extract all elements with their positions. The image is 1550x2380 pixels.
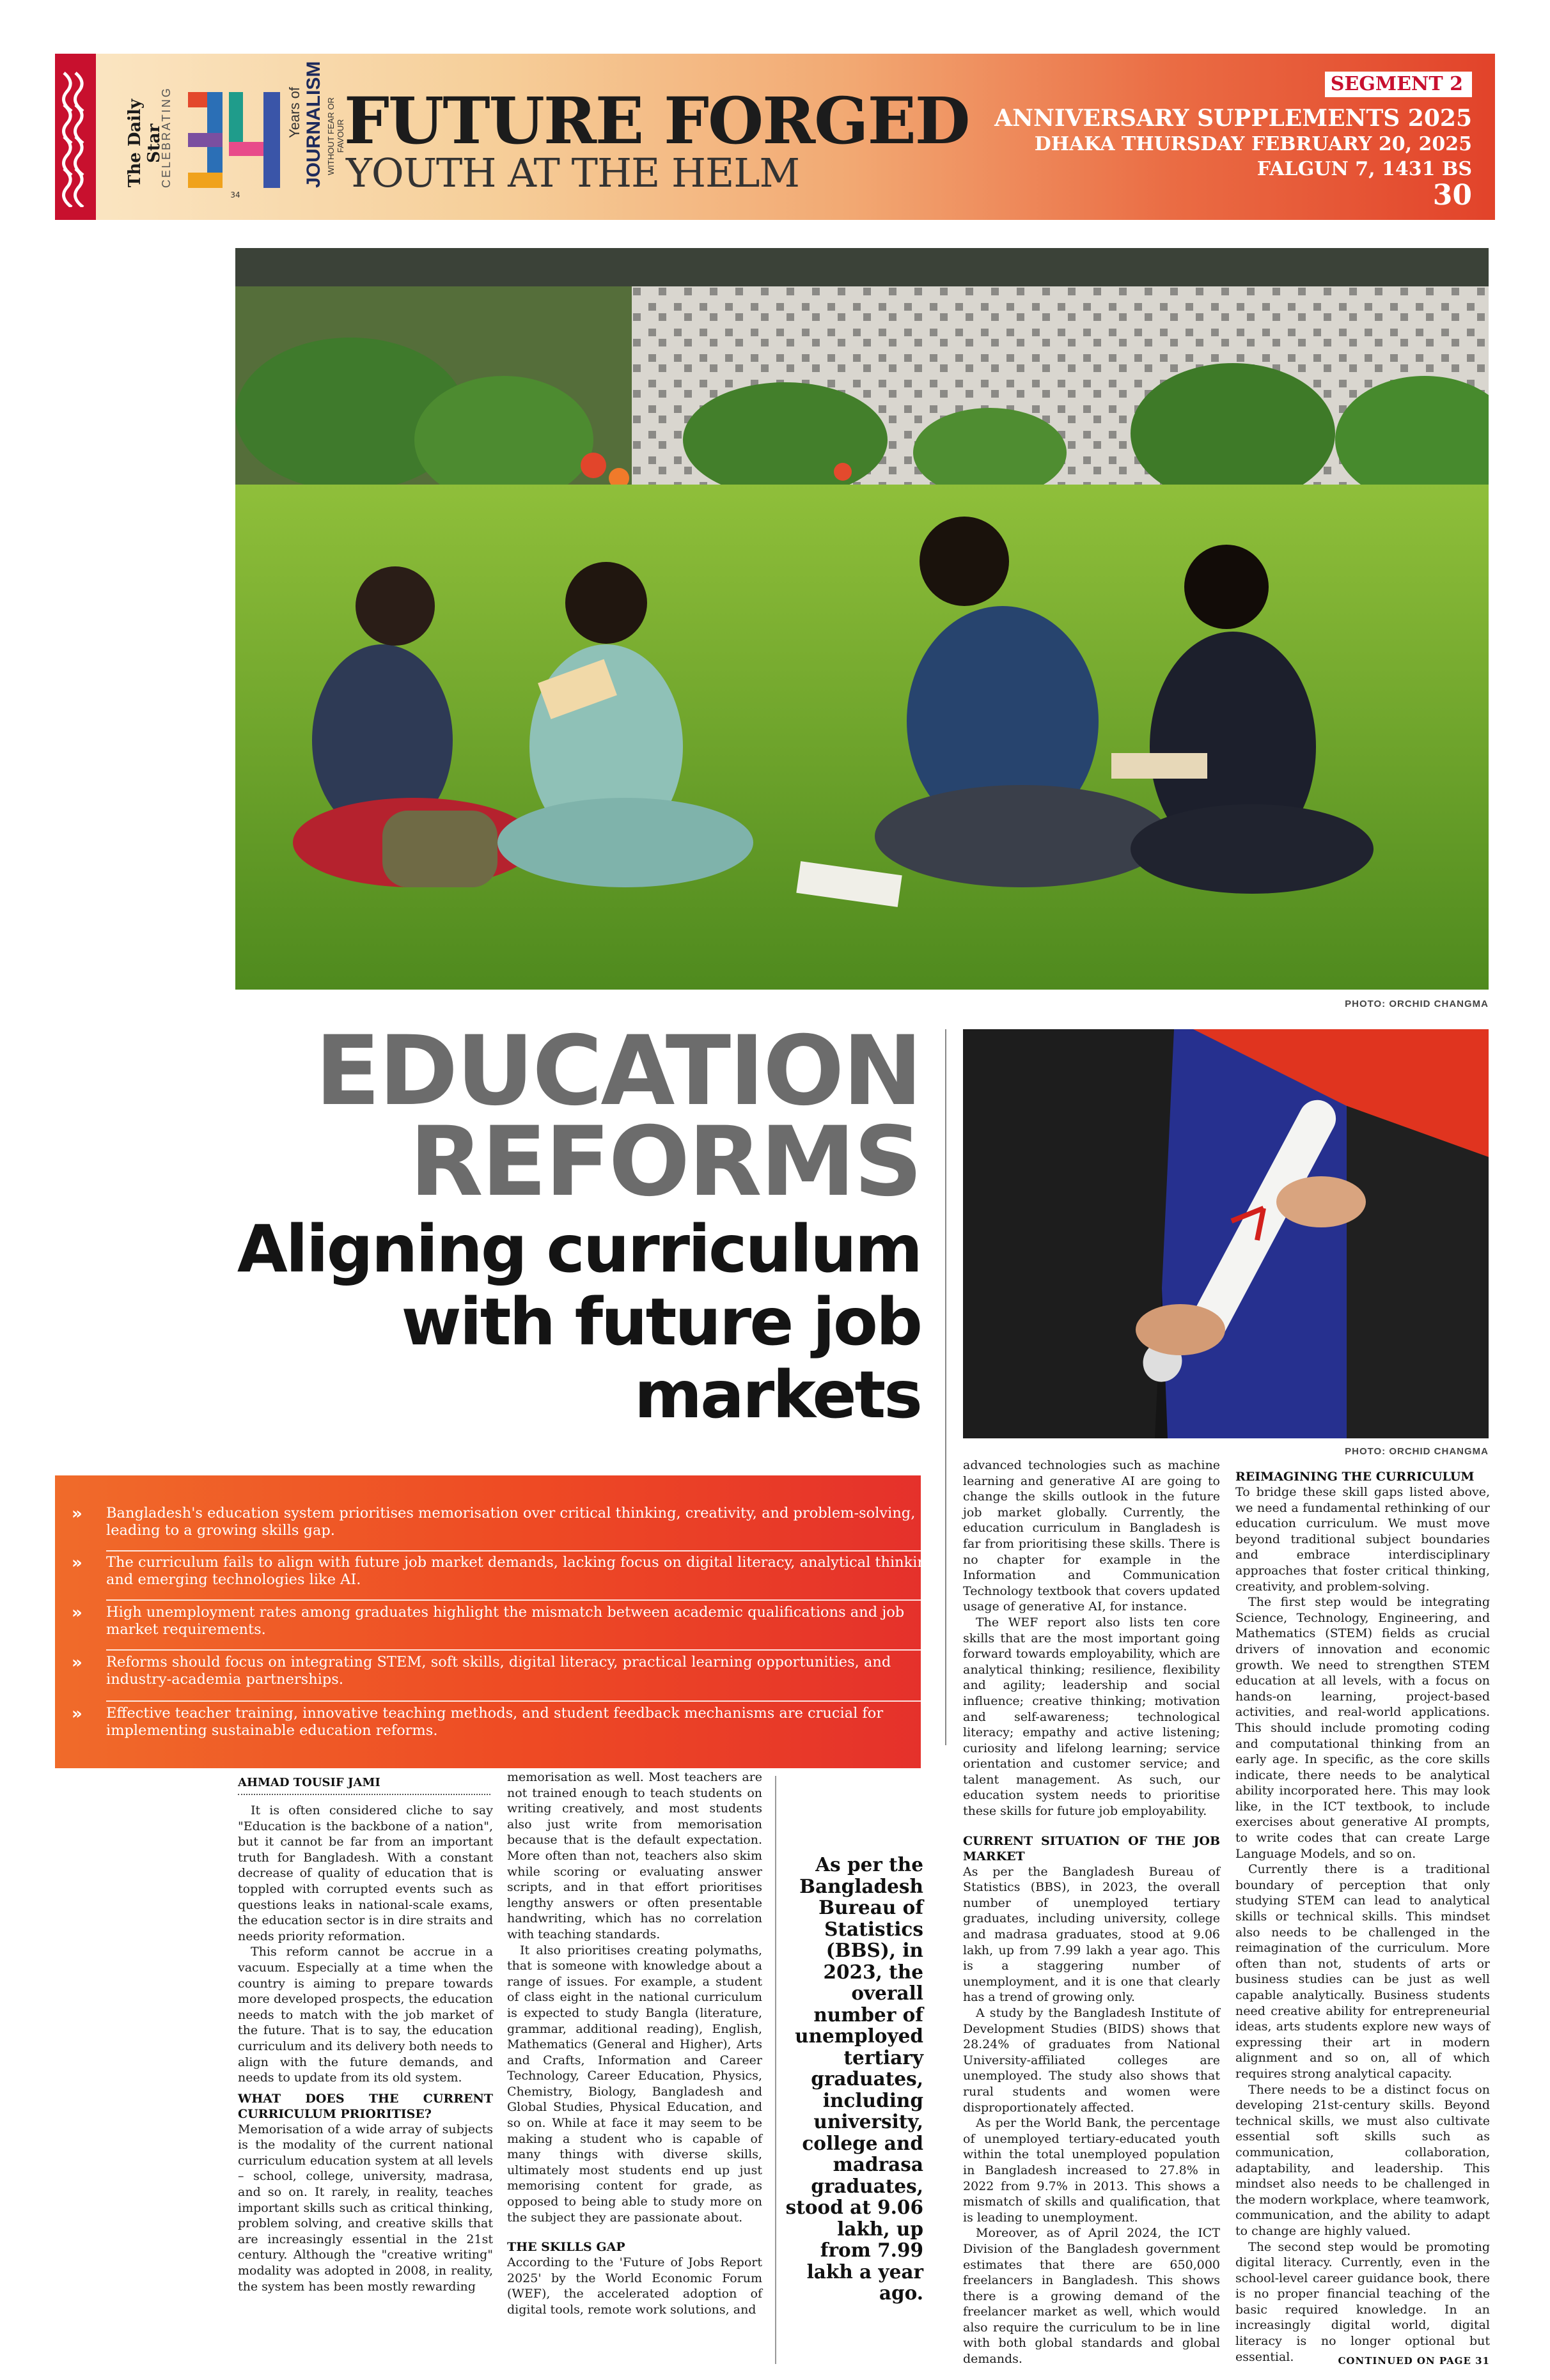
issue-date: DHAKA THURSDAY FEBRUARY 20, 2025 <box>1034 133 1472 155</box>
column-divider <box>945 1029 946 1745</box>
paragraph: A study by the Bangladesh Institute of Development Studies (BIDS) shows that 28.24% of graduates from National University-affiliated colleges are unemployed. The study also shows that rural students and women were disproportionately affected. <box>963 2006 1220 2115</box>
motto-label: WITHOUT FEAR OR FAVOUR <box>326 97 345 175</box>
paragraph: It also prioritises creating polymaths, that is someone with knowledge about a range of issues. For example, a student of class eight in the national curriculum is expected to study Bangla (literature, grammar, additional reading), English, Mathematics (General and Higher), Arts and Crafts, Information and Career Technology, Career Education, Physics, Chemistry, Biology, Bangladesh and Global Studies, Physical Education, and so on. While at face it may seem to be making a student who is capable of many things with diverse skills, ultimately most students end up just memorising content for grade, as opposed to being able to study more on the subject they are passionate about. <box>507 1943 762 2225</box>
students-on-lawn-image <box>235 248 1489 990</box>
years-of-label: Years of <box>286 87 302 138</box>
paragraph: As per the Bangladesh Bureau of Statistics (BBS), in 2023, the overall number of unemployed tertiary graduates, including university, college and madrasa graduates, stood at 9.06 lakh, up from 7.99 lakh a year ago. This is a staggering number of unemployment, and it is one that clearly has a trend of growing only. <box>963 1864 1220 2005</box>
graduate-photo <box>963 1029 1489 1438</box>
section-subhead: THE SKILLS GAP <box>507 2240 625 2255</box>
key-points-box <box>55 1475 941 1768</box>
students-photo <box>235 248 1489 990</box>
article-column-3 <box>963 1458 1220 2367</box>
paragraph: According to the 'Future of Jobs Report 2025' by the World Economic Forum (WEF), the accelerated adoption of digital tools, remote work solutions, and <box>507 2255 762 2317</box>
divider <box>106 1649 941 1651</box>
headline-line-2: with future job <box>401 1284 921 1360</box>
double-chevron-icon: » <box>72 1704 82 1723</box>
supplement-name: ANNIVERSARY SUPPLEMENTS 2025 <box>994 105 1472 132</box>
key-point: » Reforms should focus on integrating STEM, soft skills, digital literacy, practical learning opportunities, and industry-academia partnerships. <box>72 1653 891 1688</box>
bengali-date: FALGUN 7, 1431 BS <box>1256 158 1472 180</box>
double-chevron-icon: » <box>72 1603 82 1622</box>
paragraph: It is often considered cliche to say "Education is the backbone of a nation", but it cannot be far from an important truth for Bangladesh. With a constant decrease of quality of education that is toppled with corrupted events such as questions leaks in national-scale exams, the education sector is in dire straits and needs priority reformation. <box>238 1803 493 1943</box>
kicker-line-1: EDUCATION <box>315 1016 921 1127</box>
paragraph: This reform cannot be accrue in a vacuum. Especially at a time when the country is aiming to prepare towards more developed prospects, the education needs to match with the job market of the future. That is to say, the education curriculum and its delivery both needs to align with the future demands, and needs to update from its old system. <box>238 1945 493 2085</box>
headline-line-1: Aligning curriculum <box>237 1211 921 1287</box>
article-column-1 <box>238 1803 493 2294</box>
paragraph: Moreover, as of April 2024, the ICT Division of the Bangladesh government estimates that there are 650,000 freelancers in Bangladesh. This shows there is a growing demand of the freelancer market as well, which would also require the curriculum to be in line with both global standards and global demands. <box>963 2226 1220 2367</box>
journalism-label: JOURNALISM <box>303 61 324 188</box>
key-point: » Bangladesh's education system prioritises memorisation over critical thinking, creativity, and problem-solving, leading to a growing skills gap. <box>72 1504 916 1539</box>
celebrating-label: CELEBRATING <box>160 86 173 188</box>
paragraph: The first step would be integrating Science, Technology, Engineering, and Mathematics (STEM) fields as crucial drivers of innovation and economic growth. We need to strengthen STEM education at all levels, with a focus on hands-on learning, project-based activities, and real-world applications. This should include promoting coding and computational thinking from an early age. In specific, as the core skills indicate, there needs to be analytical ability incorporated here. This may look like, in the ICT textbook, to include exercises about generative AI prompts, to write codes that can create Large Language Models, and so on. <box>1235 1595 1490 1861</box>
section-kicker <box>243 1016 921 1218</box>
segment-tag: SEGMENT 2 <box>1325 72 1472 97</box>
supplement-title: FUTURE FORGED <box>344 83 969 159</box>
paragraph: There needs to be a distinct focus on developing 21st-century skills. Beyond technical skills, we must also cultivate essential soft skills such as communication, collaboration, adaptability, and leadership. This mindset also needs to be challenged in the modern workplace, where teamwork, communication, and the ability to adapt to change are highly valued. <box>1235 2082 1490 2238</box>
divider <box>106 1599 941 1601</box>
continued-notice: CONTINUED ON PAGE 31 <box>1338 2355 1490 2367</box>
section-subhead: WHAT DOES THE CURRENT CURRICULUM PRIORITISE? <box>238 2091 493 2121</box>
paragraph: The WEF report also lists ten core skills that are the most important going forward towards employability, which are analytical thinking; resilience, flexibility and agility; leadership and social influence; creative thinking; motivation and self-awareness; technological literacy; empathy and active listening; curiosity and lifelong learning; service orientation and customer service; and talent management. As such, our education system needs to prioritise these skills for future job employability. <box>963 1615 1220 1819</box>
photo-credit-2: PHOTO: ORCHID CHANGMA <box>1345 1446 1489 1457</box>
article-headline <box>192 1213 921 1432</box>
anniversary-number-graphic <box>184 79 286 201</box>
masthead-red-stripe <box>55 54 96 220</box>
article-column-2 <box>507 1769 762 2318</box>
author-byline: AHMAD TOUSIF JAMI <box>238 1776 380 1789</box>
double-chevron-icon: » <box>72 1553 82 1573</box>
diploma-scroll-image <box>963 1029 1489 1438</box>
supplement-subtitle: YOUTH AT THE HELM <box>346 150 799 196</box>
anniversary-number: 34 <box>230 191 240 199</box>
page-number: 30 <box>1432 179 1472 212</box>
kicker-line-2: REFORMS <box>409 1107 921 1218</box>
paragraph: memorisation as well. Most teachers are not trained enough to teach students on writing creatively, and most students also just write from memorisation because that is the default expectation. More often than not, teachers also skim while scoring or evaluating answer scripts, and in that effort prioritises lengthy answers or often presentable handwriting, which has no correlation with teaching standards. <box>507 1770 762 1941</box>
key-point: » The curriculum fails to align with future job market demands, lacking focus on digital literacy, analytical thinking, and emerging technologies like AI. <box>72 1553 941 1588</box>
paragraph: To bridge these skill gaps listed above, we need a fundamental rethinking of our education curriculum. We must move beyond traditional subject boundaries and embrace interdisciplinary approaches that foster critical thinking, creativity, and problem-solving. <box>1235 1485 1490 1594</box>
column-divider <box>775 1776 776 2364</box>
double-chevron-icon: » <box>72 1504 82 1523</box>
zigzag-ornament-icon <box>60 66 91 207</box>
photo-credit: PHOTO: ORCHID CHANGMA <box>1345 999 1489 1009</box>
article-column-4 <box>1235 1469 1490 2365</box>
paragraph: Memorisation of a wide array of subjects is the modality of the current national curriculum education system at all levels – school, college, university, madrasa, and so on. It rarely, in reality, teaches important skills such as critical thinking, problem solving, and creative skills that are increasingly essential in the 21st century. Although the "creative writing" modality was adopted in 2008, in reality, the system has been mostly rewarding <box>238 2122 493 2294</box>
masthead-banner <box>55 54 1495 220</box>
paragraph: advanced technologies such as machine learning and generative AI are going to change the skills outlook in the future job market globally. Currently, the education curriculum in Bangladesh is far from prioritising these skills. There is no chapter for example in the Information and Communication Technology textbook that covers updated usage of generative AI, for instance. <box>963 1458 1220 1614</box>
byline-divider <box>238 1794 490 1795</box>
divider <box>106 1700 941 1702</box>
divider <box>106 1550 941 1552</box>
paragraph: As per the World Bank, the percentage of unemployed tertiary-educated youth within the total unemployed population in Bangladesh increased to 27.8% in 2022 from 9.7% in 2013. This shows a mismatch of skills and qualification, that is leading to unemployment. <box>963 2116 1220 2225</box>
headline-line-3: markets <box>634 1357 921 1433</box>
section-subhead: CURRENT SITUATION OF THE JOB MARKET <box>963 1833 1220 1863</box>
section-subhead: REIMAGINING THE CURRICULUM <box>1235 1470 1475 1484</box>
key-point: » High unemployment rates among graduates highlight the mismatch between academic qualifications and job market requirements. <box>72 1603 905 1638</box>
key-point: » Effective teacher training, innovative teaching methods, and student feedback mechanisms are crucial for implementing sustainable education reforms. <box>72 1704 884 1739</box>
paper-name: The Daily Star <box>125 98 164 188</box>
paragraph: The second step would be promoting digital literacy. Currently, even in the school-level career guidance book, there is no proper financial teaching of the basic required knowledge. In an increasingly digital world, digital literacy is no longer optional but essential. <box>1235 2239 1490 2364</box>
anniversary-logo <box>125 61 345 201</box>
double-chevron-icon: » <box>72 1653 82 1672</box>
paragraph: Currently there is a traditional boundary of perception that only studying STEM can lead to analytical skills or technical skills. This mindset also needs to be challenged in the reimagination of the curriculum. More often than not, students of arts or business studies can be just as well capable analytically. Business students need creative ability for entrepreneurial ideas, arts students explore new ways of expressing their art in modern alignment and so on, all of which requires strong analytical capacity. <box>1235 1862 1490 2081</box>
pull-quote: As per the Bangladesh Bureau of Statistics (BBS), in 2023, the overall number of unemployed tertiary graduates, including university, college and madrasa graduates, stood at 9.06 lakh, up from 7.99 lakh a year ago. <box>785 1853 923 2304</box>
